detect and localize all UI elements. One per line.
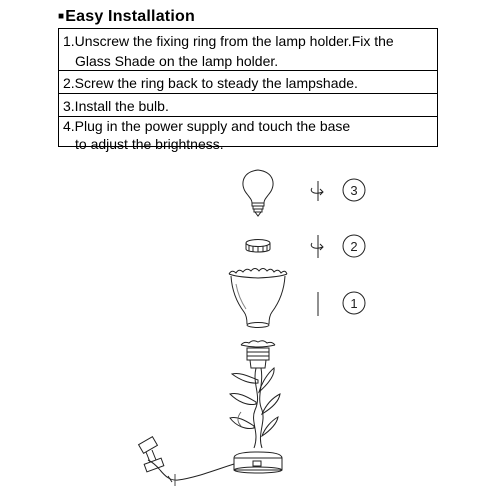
step-1-line-2: Glass Shade on the lamp holder.: [75, 53, 279, 69]
lamp-base-icon: [234, 452, 282, 473]
marker-label-2: 2: [350, 239, 358, 254]
power-cord-icon: [139, 437, 234, 486]
step-4-line-2: to adjust the brightness.: [75, 136, 224, 152]
rotate-arrow-icon-2: [311, 235, 323, 258]
step-1-line-1: 1.Unscrew the fixing ring from the lamp holder.Fix the: [63, 33, 394, 49]
rotate-arrow-icon-3: [311, 181, 323, 201]
marker-label-1: 1: [350, 296, 358, 311]
step-2-line-1: 2.Screw the ring back to steady the lampshade.: [63, 75, 358, 91]
heading-bullet: ■: [58, 11, 65, 22]
lamp-socket-icon: [241, 341, 275, 368]
heading-title: Easy Installation: [65, 8, 195, 25]
marker-label-3: 3: [350, 183, 358, 198]
step-4-line-1: 4.Plug in the power supply and touch the base: [63, 118, 351, 134]
bulb-icon: [243, 170, 273, 216]
glass-shade-icon: [229, 269, 287, 328]
lamp-stem-icon: [230, 368, 280, 448]
step-3-line-1: 3.Install the bulb.: [63, 98, 169, 114]
fixing-ring-icon: [246, 240, 270, 253]
